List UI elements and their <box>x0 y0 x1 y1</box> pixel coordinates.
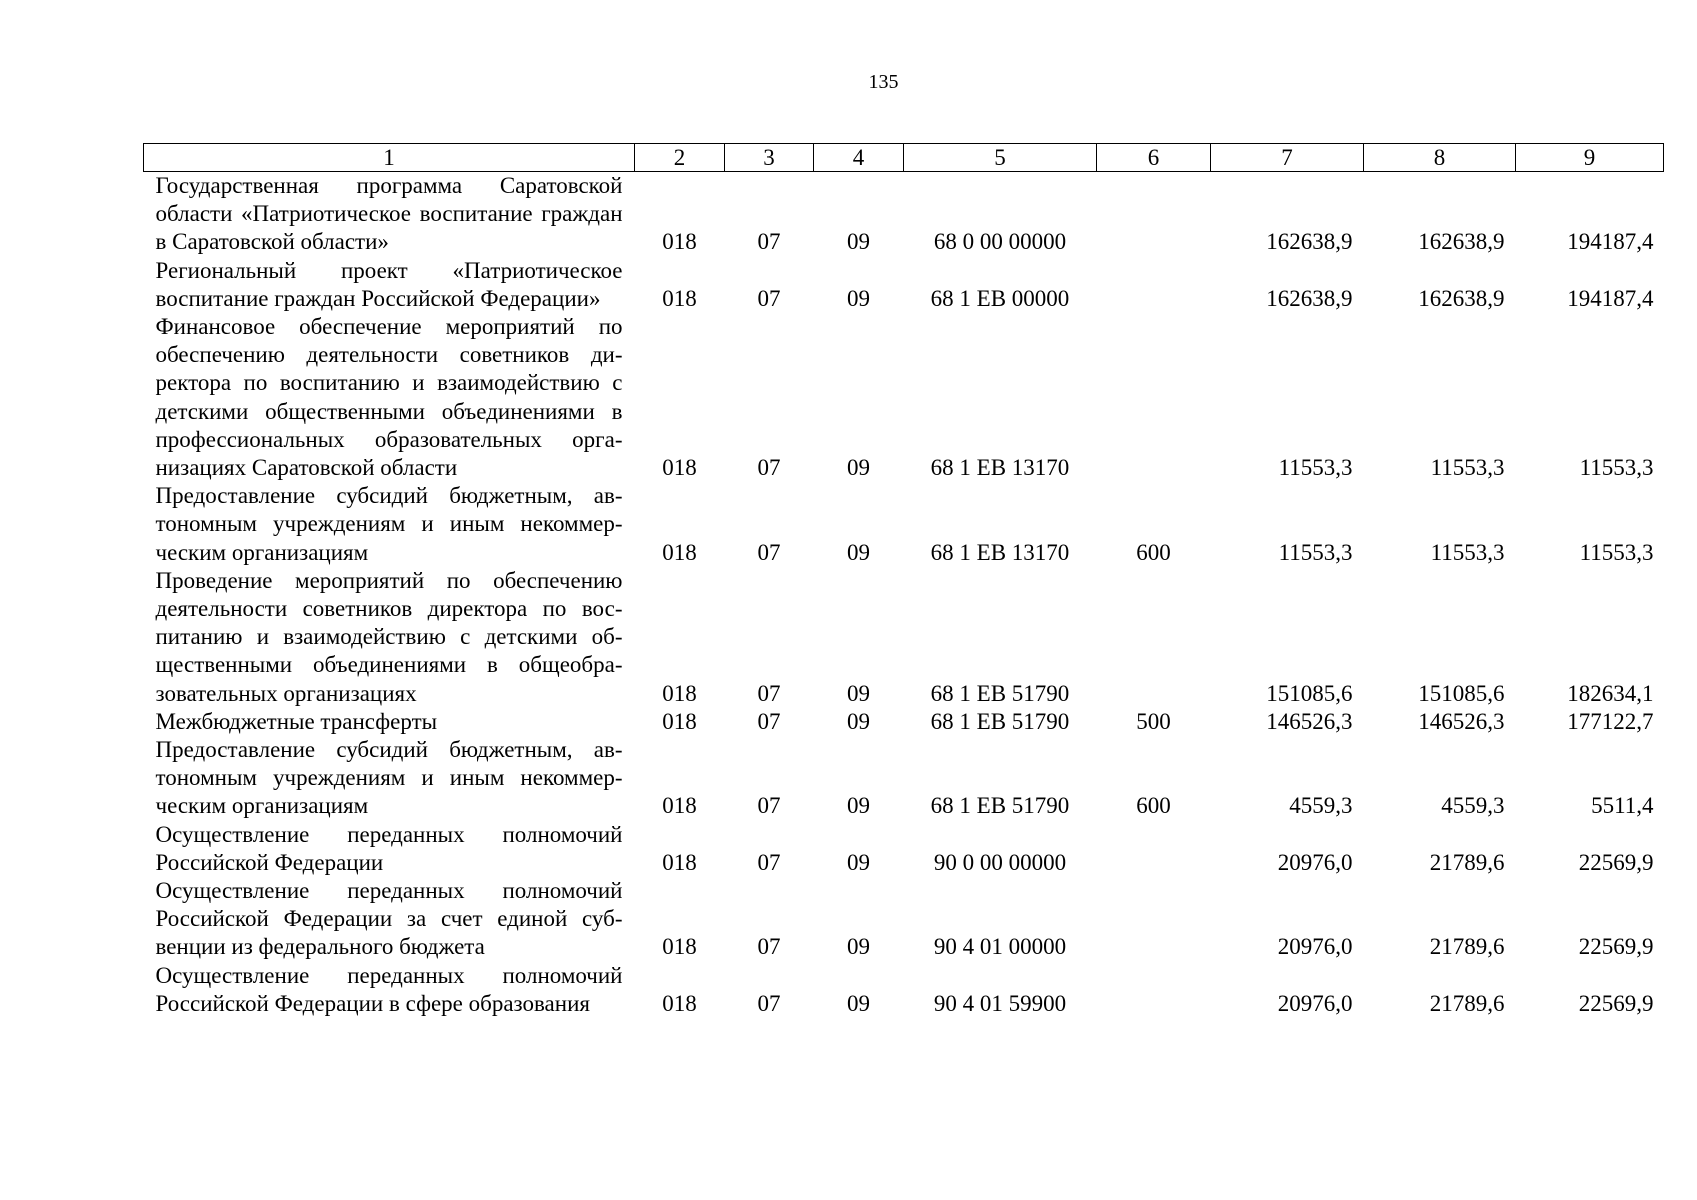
row-amount-year2: 21789,6 <box>1429 990 1505 1016</box>
page-number: 135 <box>868 71 899 93</box>
row-ved-code: 018 <box>662 539 697 565</box>
row-amount-year1: 162638,9 <box>1266 229 1353 255</box>
row-target-article: 68 1 ЕВ 13170 <box>930 455 1070 481</box>
table-row <box>144 172 1664 257</box>
row-subsection-code: 09 <box>847 708 870 734</box>
row-subsection-code: 09 <box>847 990 870 1016</box>
row-expense-type <box>1097 257 1211 313</box>
row-section-code: 07 <box>757 455 781 481</box>
column-header: 8 <box>1364 144 1516 172</box>
row-amount-year1: 11553,3 <box>1278 539 1353 565</box>
table-row <box>144 708 1664 736</box>
row-amount-year2: 146526,3 <box>1418 708 1505 734</box>
row-amount-year2: 162638,9 <box>1418 285 1505 311</box>
table-row <box>144 313 1664 482</box>
column-header: 4 <box>814 144 904 172</box>
row-amount-year2: 21789,6 <box>1429 934 1505 960</box>
row-amount-year1: 4559,3 <box>1289 793 1353 819</box>
row-expense-type <box>1097 821 1211 877</box>
row-target-article: 68 0 00 00000 <box>933 229 1067 255</box>
row-name: Осуществление переданных полномочий Российской Федерации за счет единой субвенции из федерального бюджета <box>155 878 623 960</box>
row-expense-type <box>1097 877 1211 962</box>
row-expense-type: 600 <box>1136 793 1171 819</box>
row-amount-year3: 22569,9 <box>1578 849 1654 875</box>
row-expense-type <box>1097 172 1211 257</box>
row-amount-year1: 20976,0 <box>1277 934 1353 960</box>
row-section-code: 07 <box>757 680 781 706</box>
row-section-code: 07 <box>757 285 781 311</box>
row-subsection-code: 09 <box>847 680 870 706</box>
row-amount-year1: 162638,9 <box>1266 285 1353 311</box>
row-name: Государственная программа Саратовской области «Патриотическое воспитание граждан в Саратовской области» <box>155 173 623 255</box>
row-amount-year3: 11553,3 <box>1579 455 1654 481</box>
row-amount-year1: 146526,3 <box>1266 708 1353 734</box>
row-amount-year2: 21789,6 <box>1429 849 1505 875</box>
row-subsection-code: 09 <box>847 849 870 875</box>
row-section-code: 07 <box>757 990 781 1016</box>
column-header: 2 <box>635 144 725 172</box>
row-ved-code: 018 <box>662 990 697 1016</box>
row-target-article: 68 1 ЕВ 51790 <box>930 708 1070 734</box>
row-expense-type <box>1097 313 1211 482</box>
row-target-article: 68 1 ЕВ 51790 <box>930 680 1070 706</box>
row-name: Предоставление субсидий бюджетным, автономным учреждениям и иным некоммерческим организациям <box>155 483 623 565</box>
table-body <box>144 172 1664 1019</box>
row-amount-year2: 11553,3 <box>1430 539 1505 565</box>
row-expense-type <box>1097 567 1211 708</box>
row-section-code: 07 <box>757 934 781 960</box>
table-header <box>144 144 1664 172</box>
row-name: Региональный проект «Патриотическое воспитание граждан Российской Федерации» <box>155 257 623 311</box>
row-target-article: 68 1 ЕВ 51790 <box>930 793 1070 819</box>
row-section-code: 07 <box>757 793 781 819</box>
row-target-article: 90 4 01 59900 <box>933 990 1067 1016</box>
row-amount-year2: 11553,3 <box>1430 455 1505 481</box>
row-ved-code: 018 <box>662 708 697 734</box>
column-header: 9 <box>1516 144 1664 172</box>
row-name: Осуществление переданных полномочий Российской Федерации в сфере образования <box>155 962 623 1016</box>
table-row <box>144 877 1664 962</box>
row-amount-year2: 151085,6 <box>1418 680 1505 706</box>
row-ved-code: 018 <box>662 285 697 311</box>
row-ved-code: 018 <box>662 680 697 706</box>
row-ved-code: 018 <box>662 793 697 819</box>
row-section-code: 07 <box>757 849 781 875</box>
row-amount-year3: 5511,4 <box>1591 793 1654 819</box>
row-name: Осуществление переданных полномочий Российской Федерации <box>155 821 623 875</box>
row-amount-year1: 20976,0 <box>1277 849 1353 875</box>
column-header: 6 <box>1097 144 1211 172</box>
row-subsection-code: 09 <box>847 229 870 255</box>
row-amount-year1: 11553,3 <box>1278 455 1353 481</box>
table-row <box>144 821 1664 877</box>
row-ved-code: 018 <box>662 229 697 255</box>
row-section-code: 07 <box>757 229 781 255</box>
table-row <box>144 257 1664 313</box>
row-amount-year3: 194187,4 <box>1567 229 1654 255</box>
row-subsection-code: 09 <box>847 539 870 565</box>
row-target-article: 90 0 00 00000 <box>933 849 1067 875</box>
budget-table <box>143 143 1664 1018</box>
row-ved-code: 018 <box>662 849 697 875</box>
row-target-article: 68 1 ЕВ 00000 <box>930 285 1070 311</box>
row-subsection-code: 09 <box>847 934 870 960</box>
row-expense-type: 500 <box>1136 708 1171 734</box>
row-amount-year3: 22569,9 <box>1578 990 1654 1016</box>
row-amount-year3: 194187,4 <box>1567 285 1654 311</box>
row-amount-year1: 151085,6 <box>1266 680 1353 706</box>
table-row <box>144 567 1664 708</box>
row-target-article: 68 1 ЕВ 13170 <box>930 539 1070 565</box>
row-amount-year3: 182634,1 <box>1567 680 1654 706</box>
row-name: Проведение мероприятий по обеспечению деятельности советников директора по воспитанию и взаимодействию с детскими общественными объединениями в общеобразовательных организациях <box>155 567 623 706</box>
row-expense-type: 600 <box>1136 539 1171 565</box>
row-name: Предоставление субсидий бюджетным, автономным учреждениям и иным некоммерческим организациям <box>155 737 623 819</box>
row-target-article: 90 4 01 00000 <box>933 934 1067 960</box>
row-subsection-code: 09 <box>847 793 870 819</box>
column-header: 7 <box>1211 144 1364 172</box>
row-subsection-code: 09 <box>847 285 870 311</box>
row-section-code: 07 <box>757 708 781 734</box>
row-amount-year2: 162638,9 <box>1418 229 1505 255</box>
row-amount-year1: 20976,0 <box>1277 990 1353 1016</box>
table-row <box>144 736 1664 821</box>
row-section-code: 07 <box>757 539 781 565</box>
header-row <box>144 144 1664 172</box>
row-amount-year2: 4559,3 <box>1441 793 1505 819</box>
row-ved-code: 018 <box>662 934 697 960</box>
row-name: Финансовое обеспечение мероприятий по обеспечению деятельности советников директора по воспитанию и взаимодействию с детскими общественными объединениями в профессиональных образовательных организациях Саратовской области <box>155 314 623 481</box>
row-amount-year3: 11553,3 <box>1579 539 1654 565</box>
column-header: 5 <box>904 144 1097 172</box>
row-amount-year3: 177122,7 <box>1567 708 1654 734</box>
row-name: Межбюджетные трансферты <box>155 708 438 734</box>
column-header: 1 <box>144 144 635 172</box>
table-row <box>144 962 1664 1018</box>
row-subsection-code: 09 <box>847 455 870 481</box>
table-row <box>144 482 1664 567</box>
row-amount-year3: 22569,9 <box>1578 934 1654 960</box>
row-expense-type <box>1097 962 1211 1018</box>
column-header: 3 <box>725 144 814 172</box>
row-ved-code: 018 <box>662 455 697 481</box>
